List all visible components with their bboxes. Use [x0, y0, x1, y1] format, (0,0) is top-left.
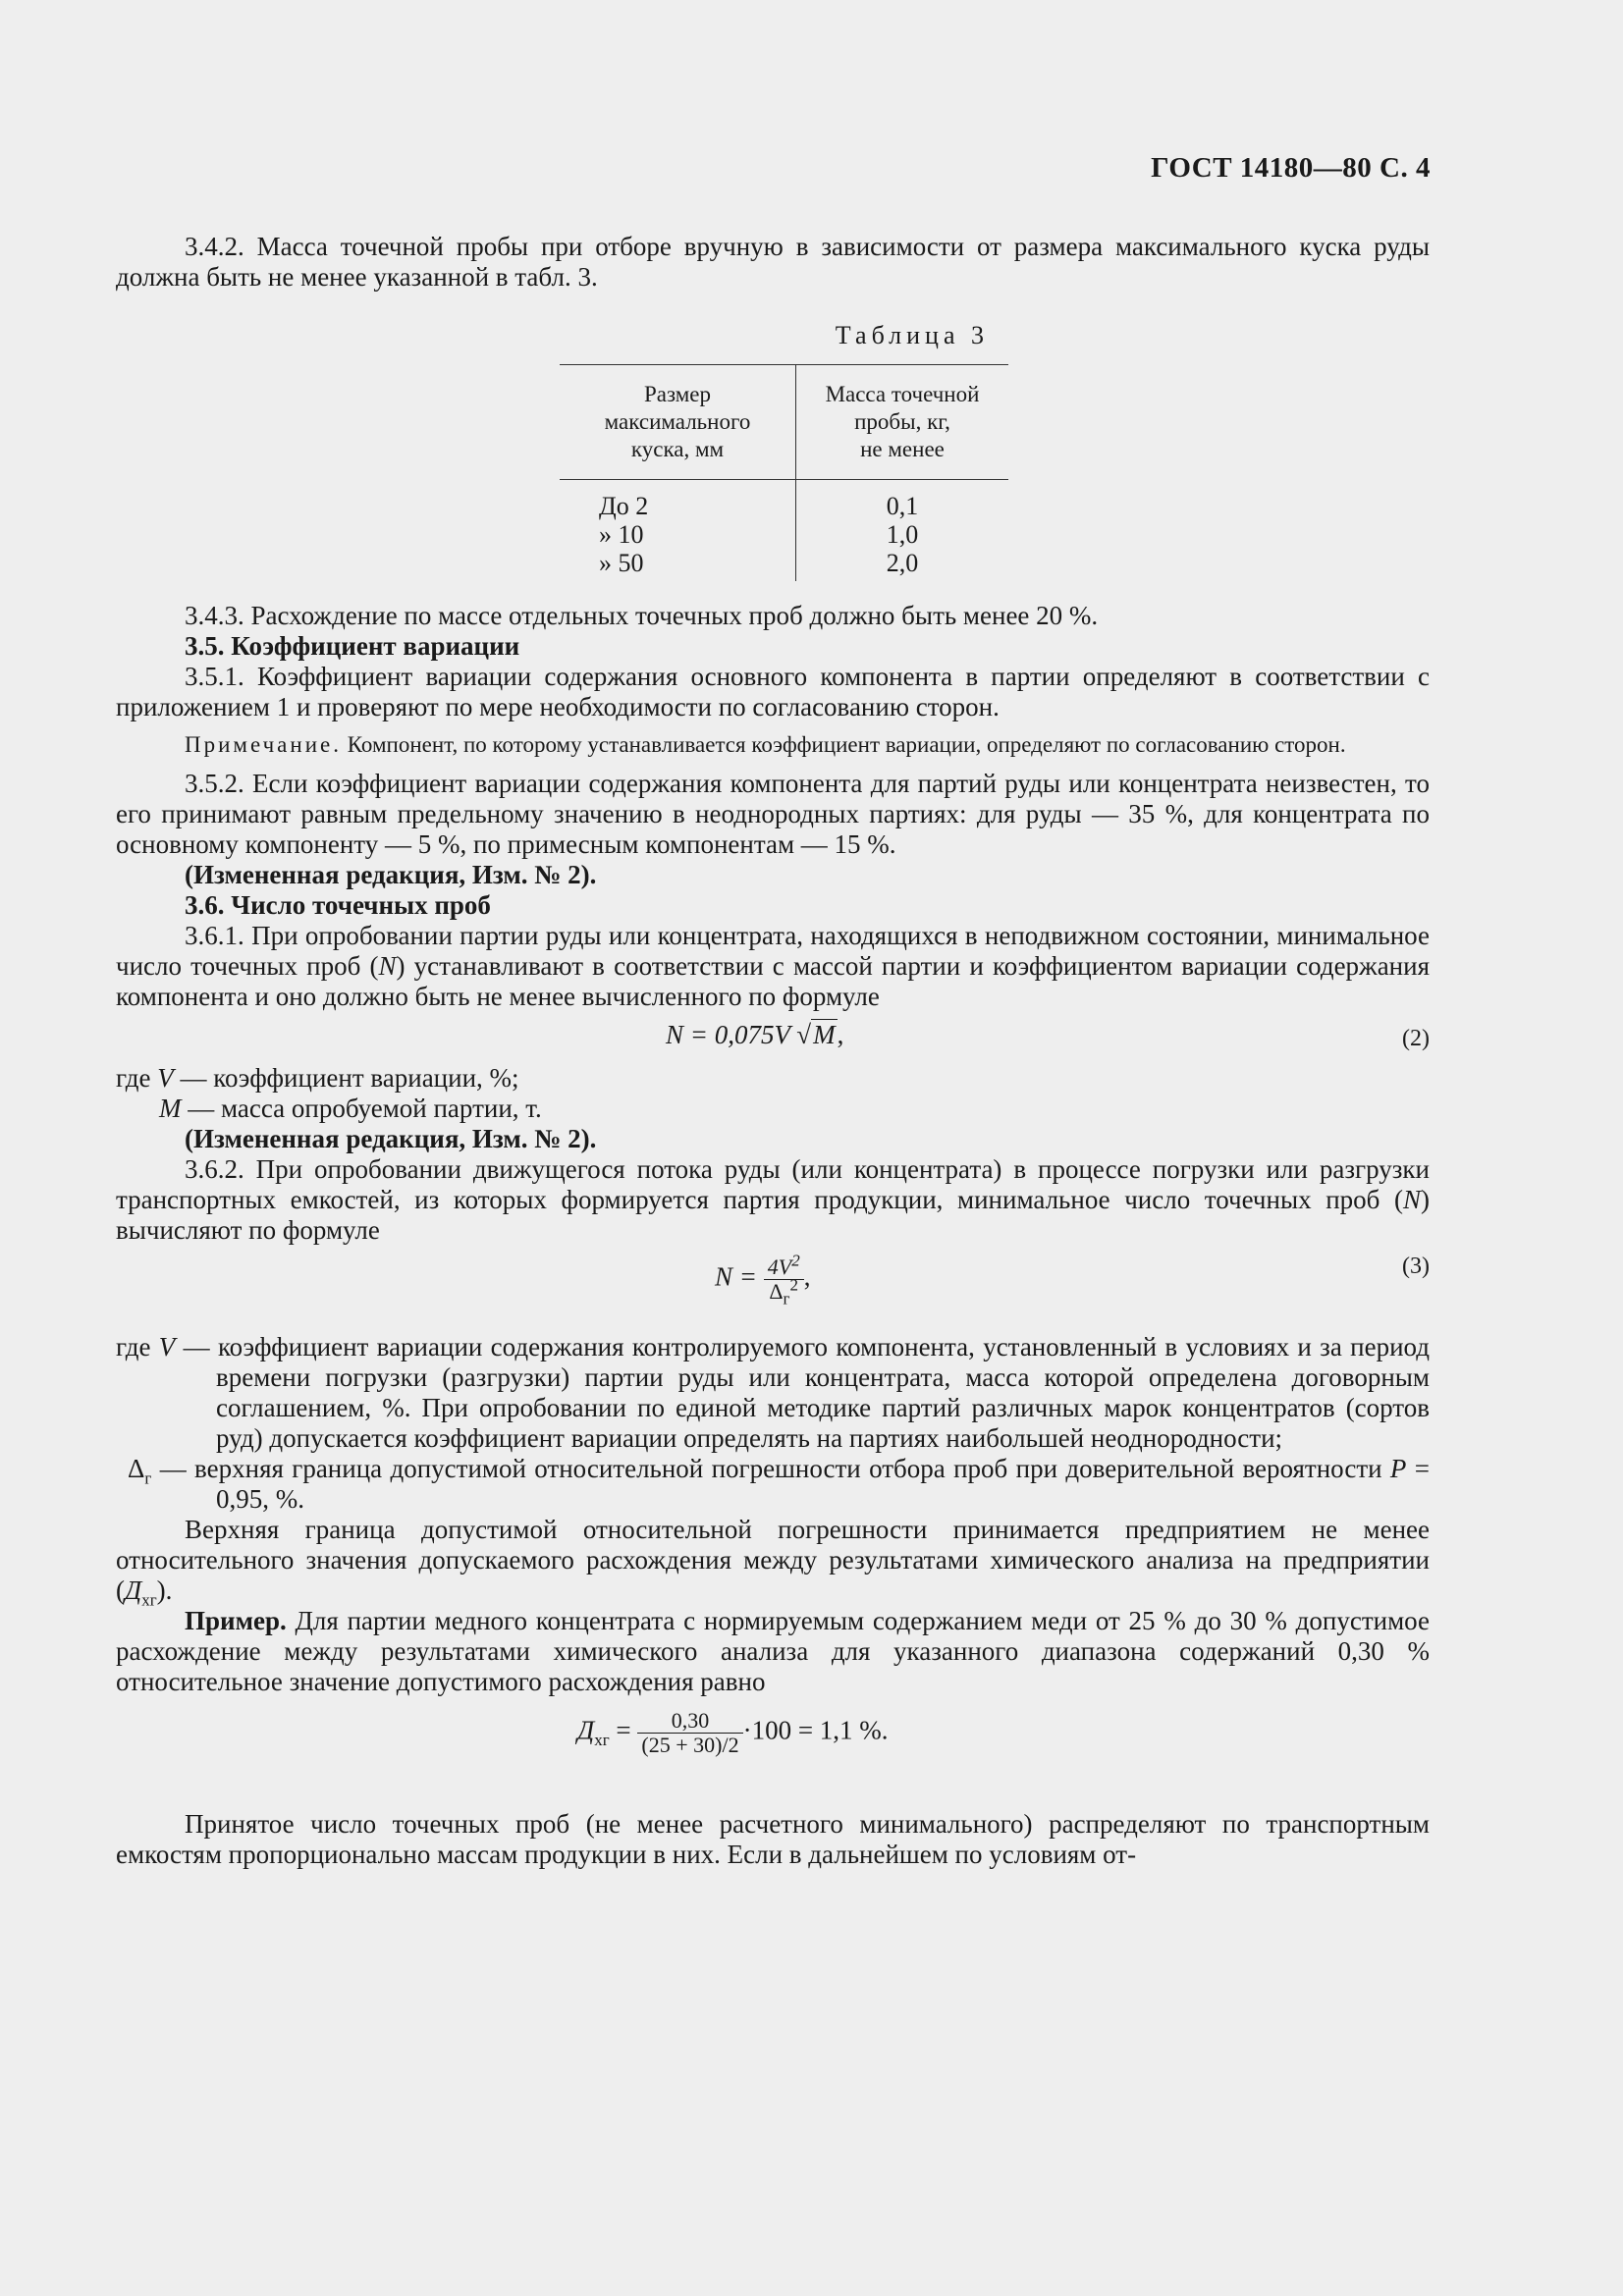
formula-example-fraction: $\frac{0,30}{(25 + 30)/2}$ [637, 1709, 742, 1757]
table-header-row [560, 365, 1008, 480]
heading-3-6: 3.6. Число точечных проб [185, 890, 491, 920]
paragraph-3-5-1: 3.5.1. Коэффициент вариации содержания основного компонента в партии определяют в соответствии с приложением 1 и проверяют по мере необходимости по согласованию сторон. [116, 662, 1430, 721]
formula-example-expression: $Д_{хг}$ = $\frac{0,30}{(25 + 30)/2}$ ·100 = 1,1 %. [577, 1708, 889, 1757]
heading-3-5: 3.5. Коэффициент вариации [185, 631, 520, 661]
formula-example [116, 1705, 1430, 1782]
amendment-note-2: (Измененная редакция, Изм. № 2). [185, 1124, 597, 1153]
formula-3-number: (3) [1402, 1254, 1430, 1279]
where-2-line-2: M — масса опробуемой партии, т. [159, 1094, 542, 1123]
example-label: Пример. [185, 1606, 287, 1635]
amendment-note-1: (Измененная редакция, Изм. № 2). [185, 860, 597, 889]
cell-size: » 10 [560, 520, 796, 549]
document-body [116, 147, 1430, 1870]
page-header: ГОСТ 14180—80 С. 4 [1151, 152, 1431, 184]
formula-2 [116, 1018, 1430, 1057]
formula-2-expression: N = 0,075V √M, [666, 1020, 844, 1049]
table-3 [560, 364, 1008, 581]
paragraph-3-6-1: 3.6.1. При опробовании партии руды или концентрата, находящихся в неподвижном состоянии, минимальное число точечных проб (N) устанавливают в соответствии с массой партии и коэффициентом вариации содержания компонента и оно должно быть не менее вычисленного по формуле [116, 921, 1431, 1011]
paragraph-example: Пример. Для партии медного концентрата с нормируемым содержанием меди от 25 % до 30 % допустимое расхождение между результатами химического анализа для указанного диапазона содержаний 0,30 % относительное значение допустимого расхождения равно [116, 1606, 1430, 1696]
paragraph-3-4-2: 3.4.2. Масса точечной пробы при отборе вручную в зависимости от размера максимального куска руды должна быть не менее указанной в табл. 3. [116, 232, 1430, 292]
note [116, 730, 1430, 759]
header-cell-size: Размер максимального куска, мм [560, 365, 796, 480]
where-2-line-1: где V — коэффициент вариации, %; [116, 1063, 519, 1093]
cell-mass: 0,1 [886, 492, 919, 520]
table-row [560, 520, 1008, 549]
paragraph-upper-bound: Верхняя граница допустимой относительной погрешности принимается предприятием не менее относительного значения допускаемого расхождения между результатами химического анализа на предприятии $(Д_{хг})$. [116, 1515, 1430, 1610]
cell-size: До 2 [560, 480, 796, 521]
note-label: Примечание. [185, 732, 342, 757]
where-3-v: где V — коэффициент вариации содержания контролируемого компонента, установленный в условиях и за период времени погрузки (разгрузки) партии руды или концентрата, масса которой определена договорным соглашением, %. При опробовании по единой методике партий различных марок концентратов (сортов руд) допускается коэффициент вариации определять на партиях наибольшей неоднородности; [116, 1332, 1430, 1453]
table-row [560, 549, 1008, 581]
cell-mass: 1,0 [886, 520, 919, 549]
paragraph-3-5-2: 3.5.2. Если коэффициент вариации содержания компонента для партий руды или концентрата неизвестен, то его принимают равным предельному значению в неоднородных партиях: для руды — 35 %, для концентрата по основному компоненту — 5 %, по примесным компонентам — 15 %. [116, 769, 1430, 859]
paragraph-3-4-3: 3.4.3. Расхождение по массе отдельных точечных проб должно быть менее 20 %. [185, 601, 1099, 630]
cell-mass: 2,0 [886, 549, 919, 577]
formula-3-fraction: $\frac{4V^2}{\Delta_г^2}$ [764, 1255, 804, 1304]
formula-2-number: (2) [1402, 1026, 1430, 1051]
paragraph-3-6-2: 3.6.2. При опробовании движущегося потока руды (или концентрата) в процессе погрузки или разгрузки транспортных емкостей, из которых формируется партия продукции, минимальное число точечных проб (N) вычисляют по формуле [116, 1154, 1430, 1245]
cell-size: » 50 [560, 549, 796, 581]
note-text: Компонент, по которому устанавливается коэффициент вариации, определяют по согласованию сторон. [341, 732, 1346, 757]
where-3-delta: $\Delta_г$ — верхняя граница допустимой относительной погрешности отбора проб при доверительной вероятности P = 0,95, %. [128, 1454, 1430, 1514]
table-row [560, 480, 1008, 521]
paragraph-last: Принятое число точечных проб (не менее расчетного минимального) распределяют по транспортным емкостям пропорционально массам продукции в них. Если в дальнейшем по условиям от- [116, 1809, 1430, 1869]
table-3-caption: Таблица 3 [835, 321, 989, 349]
formula-3 [116, 1248, 1430, 1326]
header-cell-mass: Масса точечной пробы, кг, не менее [796, 365, 1009, 480]
formula-3-expression: N = $\frac{4V^2}{\Delta_г^2}$ , [715, 1251, 811, 1308]
